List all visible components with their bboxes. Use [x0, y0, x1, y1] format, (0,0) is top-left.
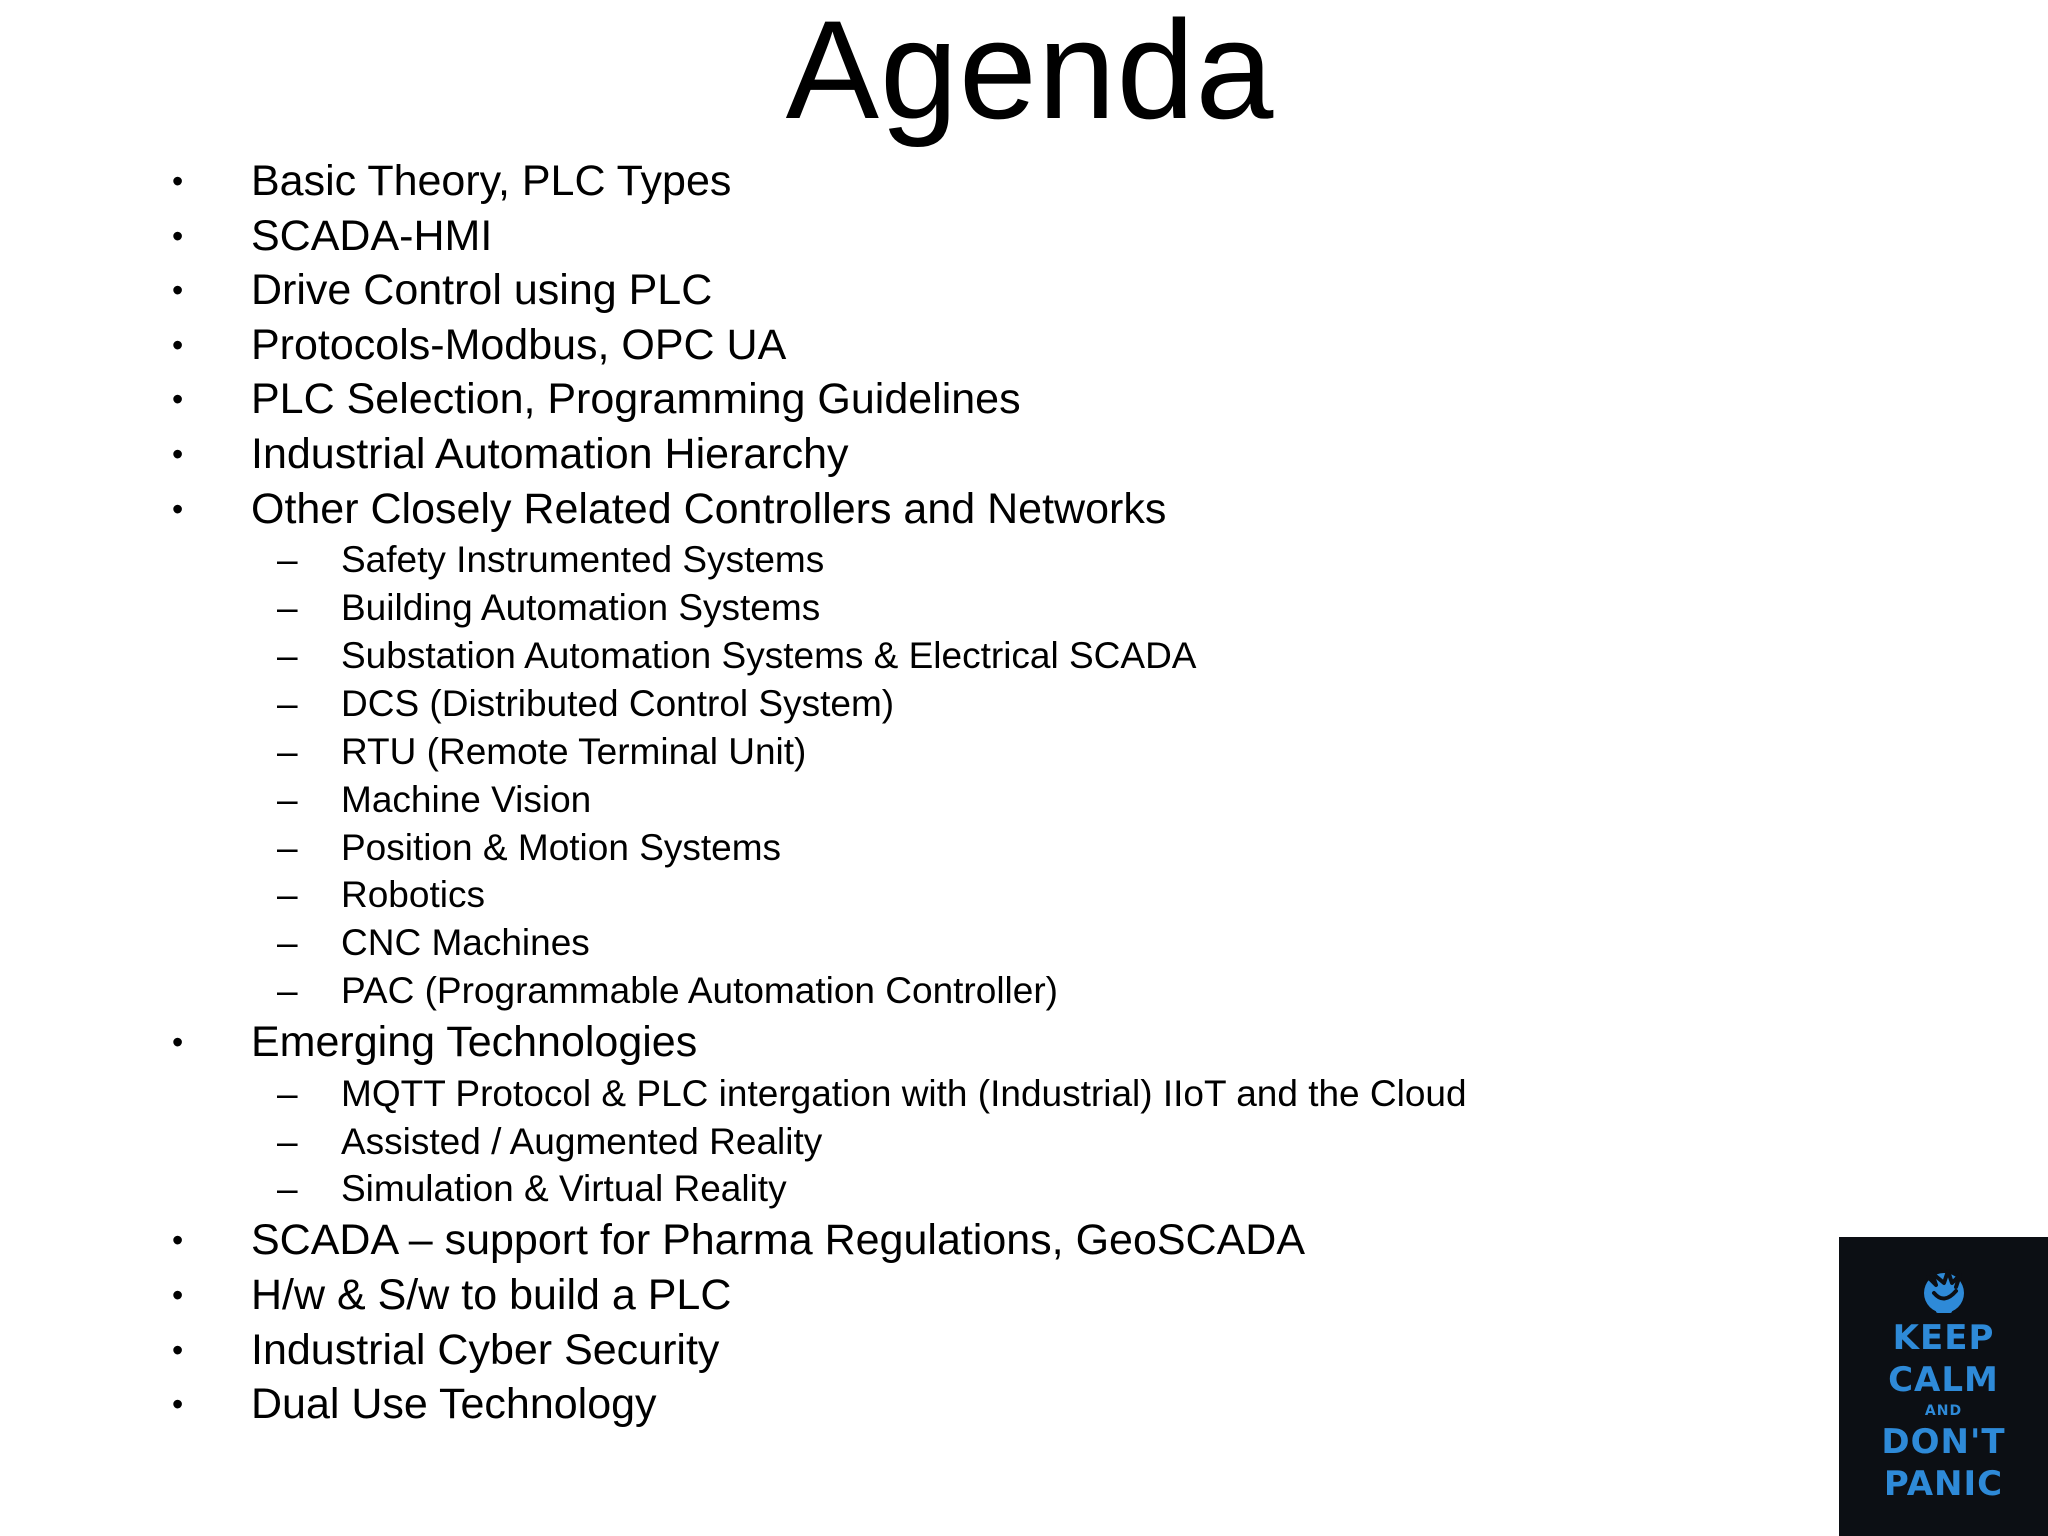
- poster-line-dont: DON'T: [1881, 1422, 2006, 1462]
- dash: –: [277, 587, 298, 629]
- dash: –: [277, 1072, 298, 1114]
- poster-line-calm: CALM: [1888, 1360, 1999, 1400]
- agenda-subitem: [0, 728, 2048, 776]
- agenda-item: [0, 1323, 2048, 1378]
- dash: –: [277, 826, 298, 868]
- agenda-item-label: H/w & S/w to build a PLC: [251, 1270, 732, 1319]
- dash: –: [277, 970, 298, 1012]
- agenda-item: [0, 209, 2048, 264]
- dash: –: [277, 730, 298, 772]
- agenda-item-label: Other Closely Related Controllers and Networks: [251, 484, 1167, 533]
- agenda-subitem: [0, 536, 2048, 584]
- agenda-item: [0, 427, 2048, 482]
- poster-line-keep: KEEP: [1892, 1318, 1995, 1358]
- bullet: •: [172, 435, 184, 472]
- agenda-item: [0, 482, 2048, 537]
- agenda-subitem: [0, 632, 2048, 680]
- agenda-subitem: [0, 919, 2048, 967]
- agenda-item-label: Dual Use Technology: [251, 1380, 657, 1429]
- agenda-item-label: Drive Control using PLC: [251, 266, 713, 315]
- bullet: •: [172, 217, 184, 254]
- bullet: •: [172, 490, 184, 527]
- agenda-item-label: Industrial Cyber Security: [251, 1325, 720, 1374]
- agenda-item: [0, 1268, 2048, 1323]
- agenda-subitem: [0, 680, 2048, 728]
- bullet: •: [172, 1386, 184, 1423]
- agenda-subitem: [0, 1118, 2048, 1166]
- dash: –: [277, 922, 298, 964]
- agenda-subitem-label: MQTT Protocol & PLC intergation with (Industrial) IIoT and the Cloud: [341, 1072, 1467, 1114]
- dash: –: [277, 1168, 298, 1210]
- agenda-subitem-label: Robotics: [341, 874, 485, 916]
- dash: –: [277, 539, 298, 581]
- agenda-item-label: Basic Theory, PLC Types: [251, 157, 732, 205]
- agenda-subitem-label: CNC Machines: [341, 922, 590, 964]
- agenda-list: [0, 154, 2048, 1432]
- dash: –: [277, 634, 298, 676]
- agenda-subitem-label: Machine Vision: [341, 778, 592, 820]
- towel-crown-icon: [1914, 1265, 1974, 1317]
- agenda-subitem: [0, 1070, 2048, 1118]
- agenda-item: [0, 263, 2048, 318]
- poster-line-and: AND: [1924, 1403, 1963, 1419]
- agenda-item-label: SCADA-HMI: [251, 211, 493, 260]
- agenda-item: [0, 1213, 2048, 1268]
- bullet: •: [172, 1276, 184, 1313]
- bullet: •: [172, 272, 184, 309]
- agenda-subitem-label: DCS (Distributed Control System): [341, 682, 895, 724]
- agenda-subitem: [0, 824, 2048, 872]
- dash: –: [277, 874, 298, 916]
- agenda-item-label: Industrial Automation Hierarchy: [251, 429, 849, 478]
- agenda-subitem-label: RTU (Remote Terminal Unit): [341, 730, 807, 772]
- bullet: •: [172, 163, 184, 199]
- agenda-subitem: [0, 776, 2048, 824]
- agenda-item: [0, 318, 2048, 373]
- agenda-item-label: Protocols-Modbus, OPC UA: [251, 320, 787, 369]
- bullet: •: [172, 1222, 184, 1259]
- agenda-item-label: PLC Selection, Programming Guidelines: [251, 375, 1021, 424]
- agenda-subitem-label: Safety Instrumented Systems: [341, 539, 825, 581]
- agenda-item: [0, 154, 2048, 209]
- dash: –: [277, 682, 298, 724]
- agenda-item: [0, 1377, 2048, 1432]
- agenda-subitem: [0, 1165, 2048, 1213]
- agenda-subitem-label: Substation Automation Systems & Electrical SCADA: [341, 634, 1197, 676]
- agenda-item: [0, 1015, 2048, 1070]
- agenda-subitem-label: Assisted / Augmented Reality: [341, 1120, 823, 1162]
- agenda-subitem-label: Position & Motion Systems: [341, 826, 782, 868]
- agenda-subitem: [0, 871, 2048, 919]
- agenda-item-label: SCADA – support for Pharma Regulations, GeoSCADA: [251, 1216, 1306, 1265]
- bullet: •: [172, 1331, 184, 1368]
- agenda-subitem-label: Building Automation Systems: [341, 587, 821, 629]
- agenda-subitem: [0, 967, 2048, 1015]
- bullet: •: [172, 381, 184, 418]
- agenda-item-label: Emerging Technologies: [251, 1018, 698, 1067]
- slide-title: Agenda: [785, 0, 1275, 148]
- dash: –: [277, 778, 298, 820]
- bullet: •: [172, 1024, 184, 1061]
- poster-line-panic: PANIC: [1883, 1464, 2004, 1504]
- agenda-subitem-label: PAC (Programmable Automation Controller): [341, 970, 1058, 1012]
- agenda-subitem: [0, 584, 2048, 632]
- keep-calm-poster: [1839, 1237, 2048, 1536]
- bullet: •: [172, 326, 184, 363]
- agenda-item: [0, 372, 2048, 427]
- agenda-subitem-label: Simulation & Virtual Reality: [341, 1168, 787, 1210]
- dash: –: [277, 1120, 298, 1162]
